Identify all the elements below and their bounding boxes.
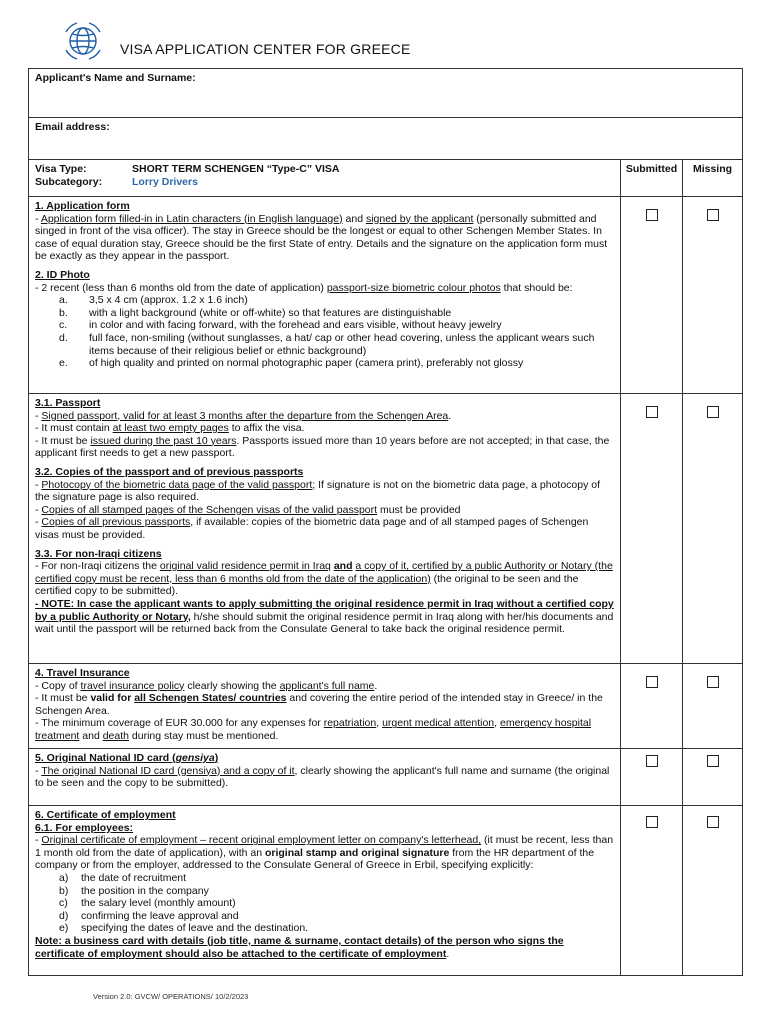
employees-subheading: 6.1. For employees: (35, 821, 134, 834)
photo-requirements-list (35, 294, 614, 370)
employment-heading: 6. Certificate of employment (35, 809, 176, 821)
checklist-table (28, 68, 743, 976)
passport-copies-heading: 3.2. Copies of the passport and of previous passports (35, 465, 304, 478)
insurance-line-2: - It must be valid for all Schengen States/ countries and covering the entire period of the intended stay in Greece/ in the Schengen Area. (35, 692, 603, 717)
subcategory-value: Lorry Drivers (132, 175, 198, 188)
email-label: Email address: (35, 121, 110, 133)
list-item: c) the salary level (monthly amount) (59, 897, 236, 910)
copies-line-2: - Copies of all stamped pages of the Schengen visas of the valid passport must be provided (35, 503, 461, 516)
section-travel-insurance (29, 664, 743, 749)
passport-line-2: - It must contain at least two empty pages to affix the visa. (35, 422, 305, 435)
section-passport (29, 394, 743, 664)
submitted-checkbox-3[interactable] (646, 676, 658, 688)
insurance-line-1: - Copy of travel insurance policy clearly showing the applicant's full name. (35, 679, 378, 692)
list-item: b. with a light background (white or off-white) so that features are distinguishable (59, 306, 452, 319)
applicant-name-row (29, 69, 743, 118)
visa-type-label: Visa Type: (35, 163, 87, 175)
globe-logo-icon (60, 18, 106, 64)
copies-line-1: - Photocopy of the biometric data page of the valid passport; If signature is not on the biometric data page, a photocopy of the signature page is also required. (35, 478, 601, 504)
insurance-line-3: - The minimum coverage of EUR 30.000 for any expenses for repatriation, urgent medical attention, emergency hospital treatment and death during stay must be mentioned. (35, 717, 592, 742)
list-item: a. 3,5 x 4 cm (approx. 1.2 x 1.6 inch) (59, 294, 248, 307)
missing-checkbox-2[interactable] (707, 406, 719, 418)
passport-line-1: - Signed passport, valid for at least 3 months after the departure from the Schengen Area. (35, 409, 452, 422)
submitted-column-header: Submitted (621, 160, 683, 197)
visa-type-row (29, 160, 743, 197)
id-photo-text: - 2 recent (less than 6 months old from the date of application) passport-size biometric colour photos that should be: (35, 281, 573, 294)
visa-type-value: SHORT TERM SCHENGEN “Type-C” VISA (132, 163, 340, 175)
application-form-text: - Application form filled-in in Latin characters (in English language) and signed by the applicant (personally submitted and singed in front of the visa officer). The stay in Greece should be the longest or equal to other Schengen Member States. In case of equal duration stay, Greece should be the first State of entry. Details and the signature on the application form must be exactly as they appear in the passport. (35, 212, 608, 263)
non-iraqi-text: - For non-Iraqi citizens the original valid residence permit in Iraq and a copy of it, certified by a public Authority or Notary (the certified copy must be recent, less than 6 months old from the date of the application) (the original to be seen and the certified copy to be submitted). (35, 560, 613, 598)
applicant-name-label: Applicant's Name and Surname: (35, 72, 196, 84)
missing-column-header: Missing (683, 160, 743, 197)
list-item: c. in color and with facing forward, with the forehead and ears visible, without heavy jewelry (59, 319, 502, 332)
copies-line-3: - Copies of all previous passports, if available: copies of the biometric data page and of all stamped pages of Schengen visas must be provided. (35, 516, 589, 541)
non-iraqi-heading: 3.3. For non-Iraqi citizens (35, 547, 162, 560)
id-photo-heading: 2. ID Photo (35, 268, 90, 281)
list-item: b) the position in the company (59, 884, 209, 897)
section-employment (29, 806, 743, 976)
subcategory-label: Subcategory: (35, 175, 103, 188)
passport-heading: 3.1. Passport (35, 397, 101, 409)
national-id-heading: 5. Original National ID card (gensiya) (35, 752, 219, 764)
submitted-checkbox-2[interactable] (646, 406, 658, 418)
list-item: e. of high quality and printed on normal photographic paper (camera print), preferably not glossy (59, 357, 524, 370)
submitted-checkbox-4[interactable] (646, 755, 658, 767)
section-application-photo (29, 197, 743, 394)
missing-checkbox-5[interactable] (707, 816, 719, 828)
version-footer: Version 2.0: GVCW/ OPERATIONS/ 10/2/2023 (93, 992, 249, 1001)
missing-checkbox-4[interactable] (707, 755, 719, 767)
email-row (29, 118, 743, 160)
list-item: a) the date of recruitment (59, 871, 187, 884)
list-item: d. full face, non-smiling (without sunglasses, a hat/ cap or other head covering, unless the applicant wears such items because of their religious belief or ethnic background) (59, 331, 595, 357)
national-id-text: - The original National ID card (gensiya) and a copy of it, clearly showing the applicant's full name and surname (the original to be seen and the copy to be submitted). (35, 764, 610, 790)
submitted-checkbox-5[interactable] (646, 816, 658, 828)
list-item: e) specifying the dates of leave and the destination. (59, 922, 309, 935)
missing-checkbox-3[interactable] (707, 676, 719, 688)
submitted-checkbox-1[interactable] (646, 209, 658, 221)
travel-insurance-heading: 4. Travel Insurance (35, 667, 130, 679)
section-national-id (29, 749, 743, 806)
employment-requirements-list (35, 872, 614, 935)
employment-text: - Original certificate of employment – recent original employment letter on company's letterhead, (it must be recent, less than 1 month old from the date of application), with an original stamp and original signature from the HR department of the company or from the employer, addressed to the Consulate General of Greece in Erbil, specifying explicitly: (35, 834, 614, 872)
passport-line-3: - It must be issued during the past 10 years. Passports issued more than 10 years before are not accepted; in that case, the applicant first needs to get a new passport. (35, 434, 610, 460)
business-card-note: Note: a business card with details (job title, name & surname, contact details) of the person who signs the certificate of employment should also be attached to the certificate of employment. (35, 934, 564, 960)
application-form-heading: 1. Application form (35, 200, 130, 212)
non-iraqi-note: - NOTE: In case the applicant wants to apply submitting the original residence permit in Iraq without a certified copy by a public Authority or Notary, h/she should submit the original residence permit in Iraq along with her/his documents and wait until the passport will be returned back from the Consulate General to take back the original residence permit. (35, 597, 614, 636)
page-title: VISA APPLICATION CENTER FOR GREECE (120, 41, 411, 57)
missing-checkbox-1[interactable] (707, 209, 719, 221)
list-item: d) confirming the leave approval and (59, 909, 239, 922)
